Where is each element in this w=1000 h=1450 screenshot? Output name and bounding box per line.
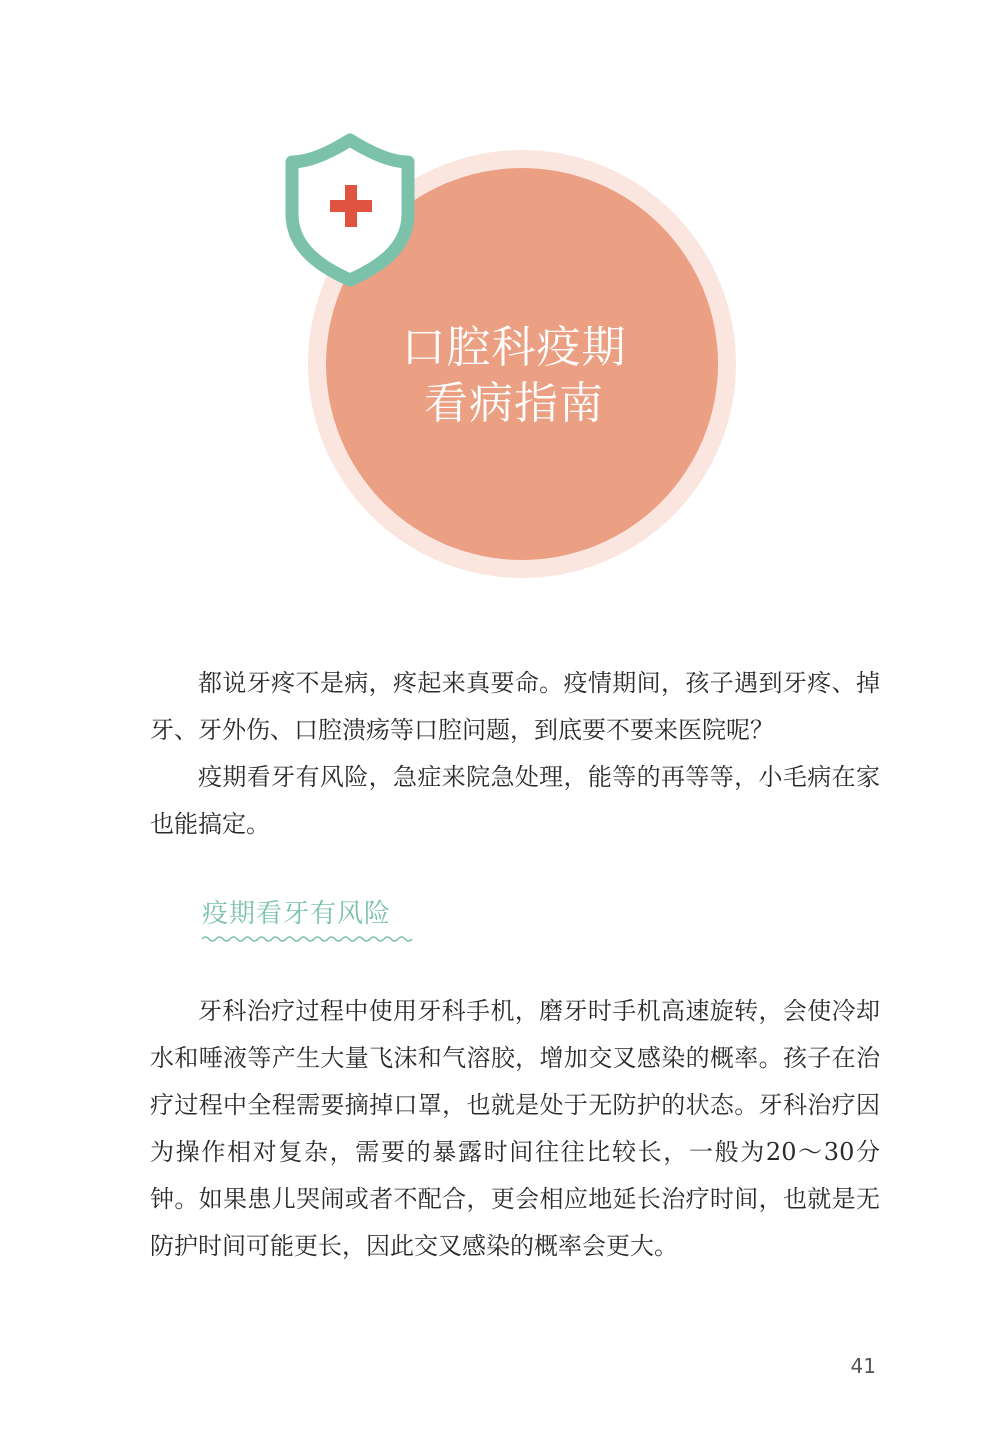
section-heading: 疫期看牙有风险: [202, 899, 392, 929]
cross-vertical: [345, 185, 357, 227]
hero-title: [326, 320, 702, 432]
intro-paragraph-1: 都说牙疼不是病，疼起来真要命。疫情期间，孩子遇到牙疼、掉牙、牙外伤、口腔溃疡等口腔问题，到底要不要来医院呢？: [150, 669, 880, 744]
hero-graphic: [0, 0, 1000, 620]
hero-title-line1: 口腔科疫期: [401, 322, 627, 373]
intro-paragraph-2: 疫期看牙有风险，急症来院急处理，能等的再等等，小毛病在家也能搞定。: [150, 763, 880, 838]
wavy-underline: [202, 934, 414, 944]
hero-title-line2: 看病指南: [424, 378, 604, 429]
section-body-paragraph: 牙科治疗过程中使用牙科手机，磨牙时手机高速旋转，会使冷却水和唾液等产生大量飞沫和气溶胶，增加交叉感染的概率。孩子在治疗过程中全程需要摘掉口罩，也就是处于无防护的状态。牙科治疗因为操作相对复杂，需要的暴露时间往往比较长，一般为20～30分钟。如果患儿哭闹或者不配合，更会相应地延长治疗时间，也就是无防护时间可能更长，因此交叉感染的概率会更大。: [150, 997, 880, 1260]
shield-cross-icon: [292, 140, 408, 280]
hero-banner: [0, 0, 1000, 620]
page-number: 41: [850, 1354, 876, 1378]
